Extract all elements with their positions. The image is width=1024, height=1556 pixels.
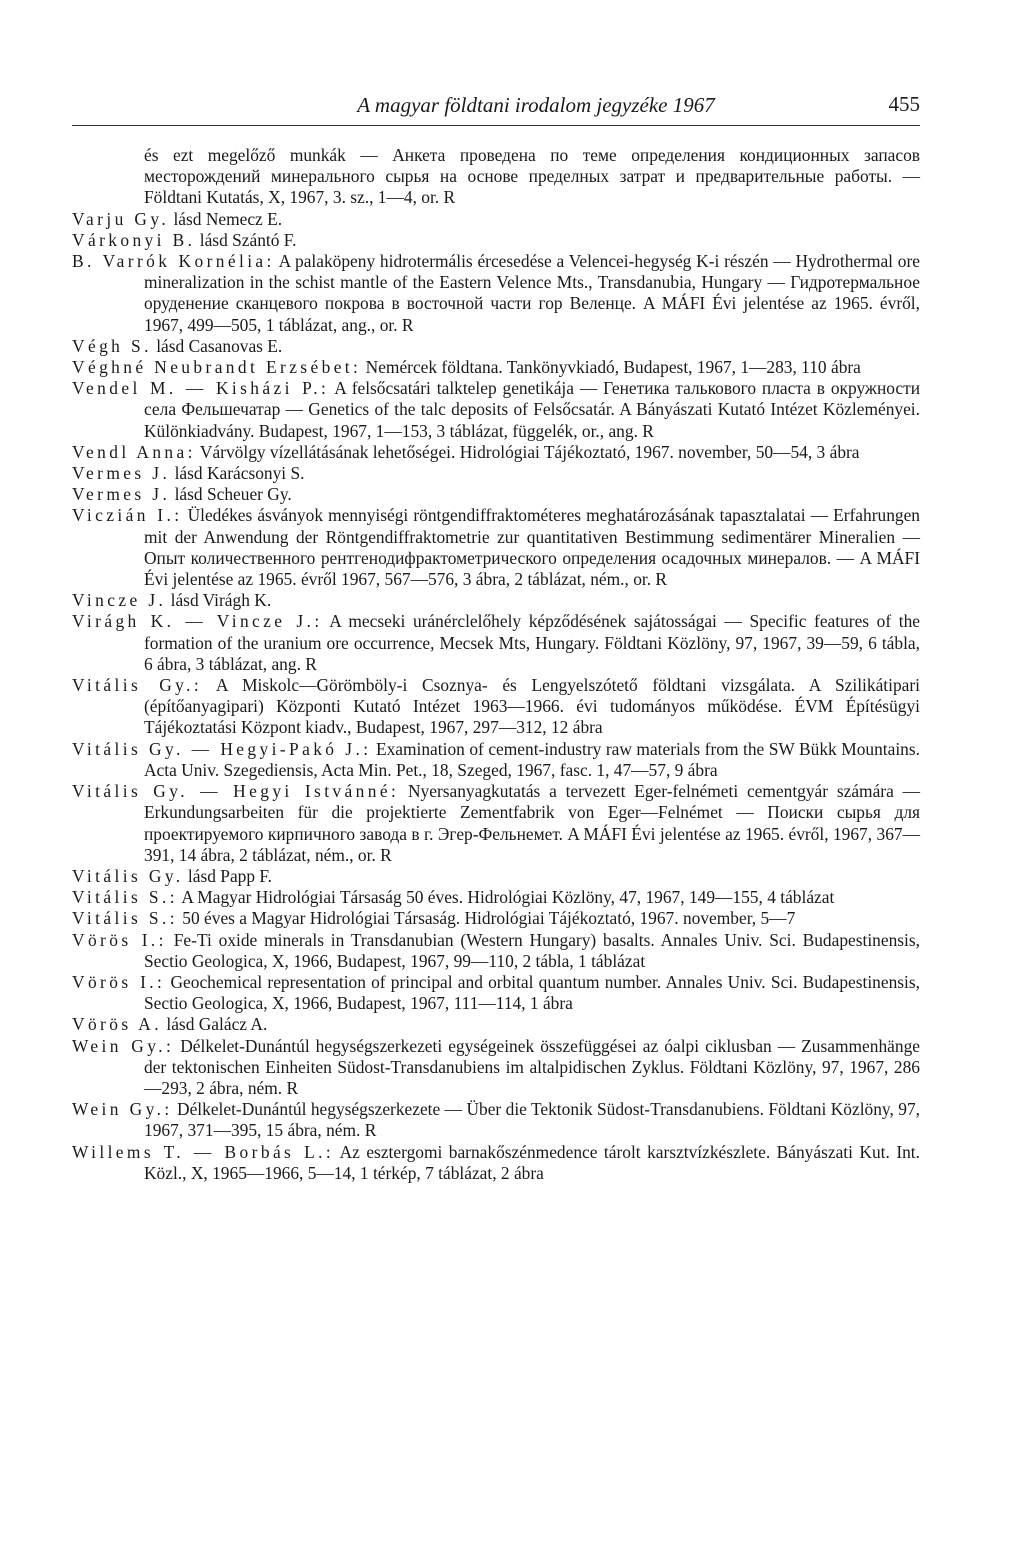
bibliography-entry [72,1142,920,1184]
bibliography-list [72,145,920,1184]
entry-author: Vendl Anna: [72,441,196,462]
bibliography-entry [72,209,920,230]
entry-author: Vermes J. [72,463,171,484]
bibliography-entry [72,972,920,1014]
bibliography-entry [72,739,920,781]
entry-author: Vitális Gy.: [72,675,203,696]
entry-text: Nyersanyagkutatás a tervezett Eger-felnémeti cementgyár számára — Erkundungsarbeiten für die projektierte Zementfabrik von Eger—Felnémet — Поиски сырья для проектируемого кирпичного завода в г. Эгер-Фельнемет. A MÁFI Évi jelentése az 1965. évről, 1967, 367—391, 14 ábra, 2 táblázat, ném., or. R [144,781,920,865]
entry-author: Vitális Gy. — Hegyi-Pakó J.: [72,738,372,759]
entry-text: A palaköpeny hidrotermális ércesedése a Velencei-hegység K-i részén — Hydrothermal ore mineralization in the schist mantle of the Eastern Velence Mts., Transdanubia, Hungary — Гидротермальное оруденение сканцевого покрова в восточной части гор Веленце. A MÁFI Évi jelentése az 1965. évről, 1967, 499—505, 1 táblázat, ang., or. R [144,251,920,335]
page-title: A magyar földtani irodalom jegyzéke 1967 [357,93,715,117]
entry-author: Várkonyi B. [72,229,196,250]
entry-text: Várvölgy vízellátásának lehetőségei. Hidrológiai Tájékoztató, 1967. november, 50—54, 3 ábra [199,441,860,462]
entry-text: lásd Casanovas E. [156,335,283,356]
bibliography-entry [72,590,920,611]
entry-author: Vermes J. [72,484,171,505]
bibliography-entry [72,251,920,336]
entry-text: Geochemical representation of principal and orbital quantum number. Annales Univ. Sci. Budapestinensis, Sectio Geologica, X, 1966, Budapest, 1967, 111—114, 1 ábra [144,971,920,1014]
bibliography-entry [72,781,920,866]
entry-text: Examination of cement-industry raw materials from the SW Bükk Mountains. Acta Univ. Szegediensis, Acta Min. Pet., 18, Szeged, 1967, fasc. 1, 47—57, 9 ábra [144,738,920,780]
entry-text: A Magyar Hidrológiai Társaság 50 éves. Hidrológiai Közlöny, 47, 1967, 149—155, 4 táblázat [181,887,835,908]
entry-text: A mecseki uránérclelőhely képződésének sajátosságai — Specific features of the formation of the uranium ore occurrence, Mecsek Mts, Hungary. Földtani Közlöny, 97, 1967, 39—59, 6 tábla, 6 ábra, 3 táblázat, ang. R [144,611,920,674]
page-number: 455 [888,92,920,116]
bibliography-entry [72,463,920,484]
entry-author: Véghné Neubrandt Erzsébet: [72,357,362,378]
entry-text: A Miskolc—Görömböly-i Csoznya- és Lengyelszótető földtani vizsgálata. A Szilikátipari (építőanyagipari) Központi Kutató Intézet 1963—1966. évi tudományos működése. ÉVM Építésügyi Tájékoztatási Központ kiadv., Budapest, 1967, 297—312, 12 ábra [144,675,920,738]
entry-text: 50 éves a Magyar Hidrológiai Társaság. Hidrológiai Tájékoztató, 1967. november, 5—7 [182,908,796,929]
entry-text: Délkelet-Dunántúl hegységszerkezete — Über die Tektonik Südost-Transdanubiens. Földtani Közlöny, 97, 1967, 371—395, 15 ábra, ném. R [144,1099,920,1141]
bibliography-entry [72,675,920,739]
entry-text: Üledékes ásványok mennyiségi röntgendiffraktométeres meghatározásának tapasztalatai — Erfahrungen mit der Anwendung der Röntgendiffraktometrie zur quantitativen Bestimmung sedimentärer Mineralien — Опыт количественного рентгенодифрактометрического определения осадочных минералов. — A MÁFI Évi jelentése az 1965. évről 1967, 567—576, 3 ábra, 2 táblázat, ném., or. R [144,505,921,590]
bibliography-entry [72,505,920,590]
entry-text: Nemércek földtana. Tankönyvkiadó, Budapest, 1967, 1—283, 110 ábra [365,357,861,378]
entry-text: lásd Papp F. [187,865,273,886]
bibliography-entry [72,1014,920,1035]
entry-author: Vörös A. [72,1014,163,1035]
entry-author: Vörös I.: [72,929,167,950]
entry-author: Vendel M. — Kisházi P.: [72,378,330,399]
bibliography-entry [72,442,920,463]
entry-text: lásd Karácsonyi S. [174,463,305,484]
entry-author: Vörös I.: [72,971,166,992]
bibliography-entry [72,378,920,442]
entry-text: lásd Nemecz E. [173,208,283,229]
bibliography-entry [72,1099,920,1141]
entry-author: Vitális S.: [72,887,178,908]
bibliography-entry [72,930,920,972]
bibliography-entry [72,866,920,887]
entry-author: Varju Gy. [72,208,170,229]
bibliography-entry [72,230,920,251]
entry-text: Az esztergomi barnakőszénmedence tárolt karsztvízkészlete. Bányászati Kut. Int. Közl., X, 1965—1966, 5—14, 1 térkép, 7 táblázat, 2 ábra [144,1141,920,1183]
entry-text: Délkelet-Dunántúl hegységszerkezeti egységeinek összefüggései az óalpi ciklusban — Zusammenhänge der tektonischen Einheiten Südost-Transdanubiens im altalpidischen Zyklus. Földtani Közlöny, 97, 1967, 286—293, 2 ábra, ném. R [144,1035,920,1098]
entry-author: Wein Gy.: [72,1035,175,1056]
bibliography-entry [72,336,920,357]
entry-author: Viczián I.: [72,505,183,526]
running-head [72,93,920,126]
entry-author: Vitális Gy. [72,865,184,886]
entry-author: Vitális S.: [72,908,178,929]
entry-author: Virágh K. — Vincze J.: [72,611,323,632]
entry-text: lásd Galácz A. [166,1014,268,1035]
entry-author: Vitális Gy. — Hegyi Istvánné: [72,781,400,802]
bibliography-entry [72,357,920,378]
entry-text: lásd Szántó F. [199,229,297,250]
entry-author: Vincze J. [72,590,167,611]
entry-text: A felsőcsatári talktelep genetikája — Генетика талькового пласта в окружности села Фельшечатар — Genetics of the talc deposits of Felsőcsatár. A Bányászati Kutató Intézet Közleményei. Különkiadvány. Budapest, 1967, 1—153, 3 táblázat, függelék, or., ang. R [144,378,921,441]
entry-text: és ezt megelőző munkák — Анкета проведена по теме определения кондиционных запасов месторождений минерального сырья на основе пределных затрат и предварительные работы. — Földtani Kutatás, X, 1967, 3. sz., 1—4, or. R [144,145,920,208]
bibliography-entry [72,887,920,908]
bibliography-entry [72,611,920,675]
bibliography-entry [72,484,920,505]
entry-text: lásd Virágh K. [170,590,272,611]
entry-author: B. Varrók Kornélia: [72,251,275,272]
entry-text: Fe-Ti oxide minerals in Transdanubian (Western Hungary) basalts. Annales Univ. Sci. Budapestinensis, Sectio Geologica, X, 1966, Budapest, 1967, 99—110, 2 tábla, 1 táblázat [144,929,920,971]
bibliography-entry [72,1036,920,1100]
bibliography-entry [72,908,920,929]
bibliography-entry [72,145,920,209]
entry-author: Wein Gy.: [72,1099,173,1120]
entry-author: Végh S. [72,335,152,356]
entry-author: Willems T. — Borbás L.: [72,1141,335,1162]
entry-text: lásd Scheuer Gy. [174,484,292,505]
